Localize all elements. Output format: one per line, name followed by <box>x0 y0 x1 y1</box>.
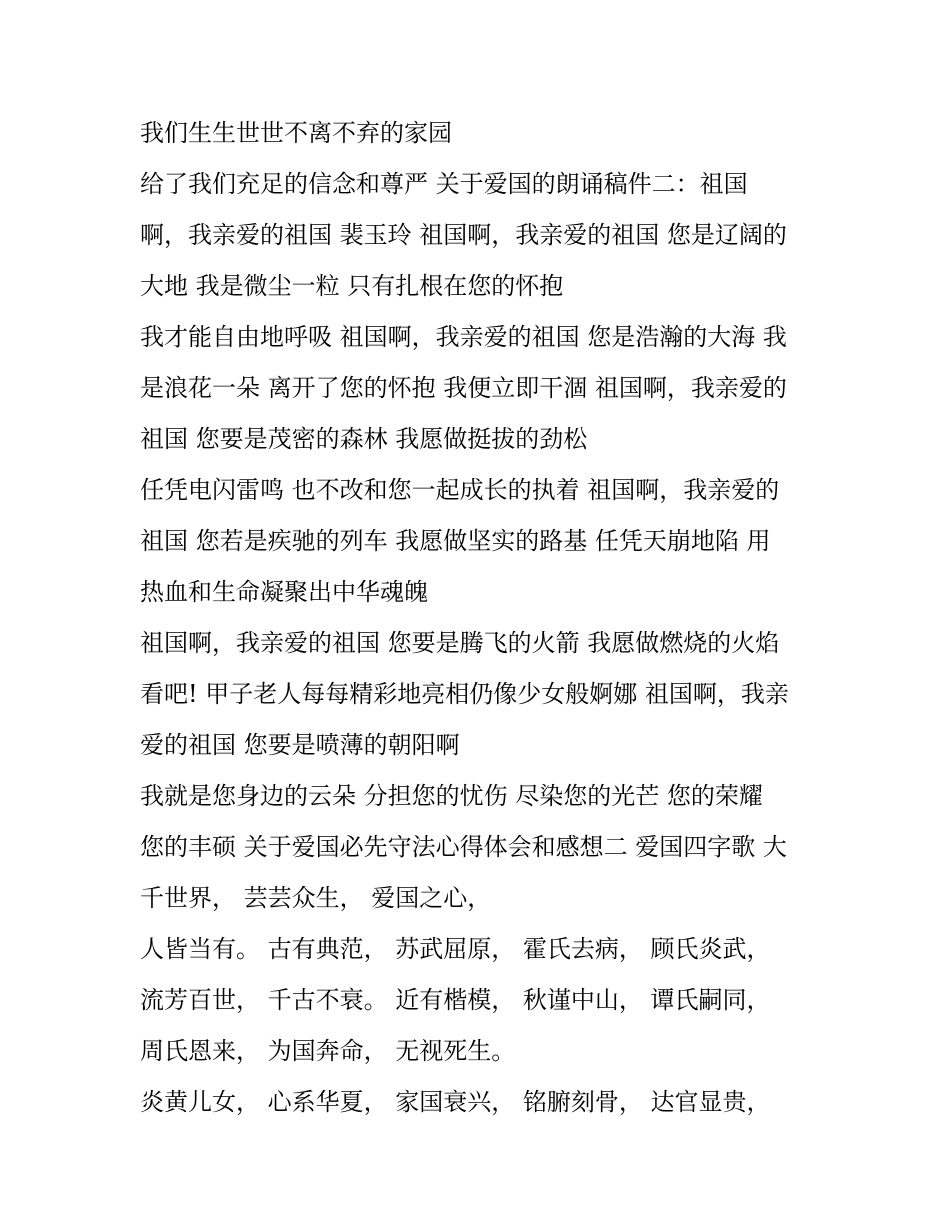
text-line: 是浪花一朵 离开了您的怀抱 我便立即干涸 祖国啊，我亲爱的 <box>140 374 787 402</box>
text-line: 大地 我是微尘一粒 只有扎根在您的怀抱 <box>140 272 564 300</box>
text-line: 祖国 您要是茂密的森林 我愿做挺拔的劲松 <box>140 425 588 453</box>
text-line: 周氏恩来， 为国奔命， 无视死生。 <box>140 1037 516 1065</box>
text-line: 我们生生世世不离不弃的家园 <box>140 119 452 147</box>
text-line: 祖国 您若是疾驰的列车 我愿做坚实的路基 任凭天崩地陷 用 <box>140 527 771 555</box>
text-line: 流芳百世， 千古不衰。 近有楷模， 秋谨中山， 谭氏嗣同， <box>140 986 771 1014</box>
text-line: 人皆当有。 古有典范， 苏武屈原， 霍氏去病， 顾氏炎武， <box>140 935 771 963</box>
text-line: 我才能自由地呼吸 祖国啊，我亲爱的祖国 您是浩瀚的大海 我 <box>140 323 787 351</box>
text-line: 爱的祖国 您要是喷薄的朝阳啊 <box>140 731 460 759</box>
text-line: 任凭电闪雷鸣 也不改和您一起成长的执着 祖国啊，我亲爱的 <box>140 476 780 504</box>
text-line: 我就是您身边的云朵 分担您的忧伤 尽染您的光芒 您的荣耀 <box>140 782 763 810</box>
text-line: 啊，我亲爱的祖国 裴玉玲 祖国啊，我亲爱的祖国 您是辽阔的 <box>140 221 787 249</box>
text-line: 给了我们充足的信念和尊严 关于爱国的朗诵稿件二：祖国 <box>140 170 748 198</box>
text-line: 炎黄儿女， 心系华夏， 家国衰兴， 铭腑刻骨， 达官显贵， <box>140 1088 771 1116</box>
text-line: 您的丰硕 关于爱国必先守法心得体会和感想二 爱国四字歌 大 <box>140 833 787 861</box>
text-line: 千世界， 芸芸众生， 爱国之心， <box>140 884 492 912</box>
text-line: 看吧! 甲子老人每每精彩地亮相仍像少女般婀娜 祖国啊，我亲 <box>140 680 789 708</box>
text-line: 热血和生命凝聚出中华魂魄 <box>140 578 428 606</box>
document-text-body <box>140 108 840 1128</box>
text-line: 祖国啊，我亲爱的祖国 您要是腾飞的火箭 我愿做燃烧的火焰 <box>140 629 780 657</box>
